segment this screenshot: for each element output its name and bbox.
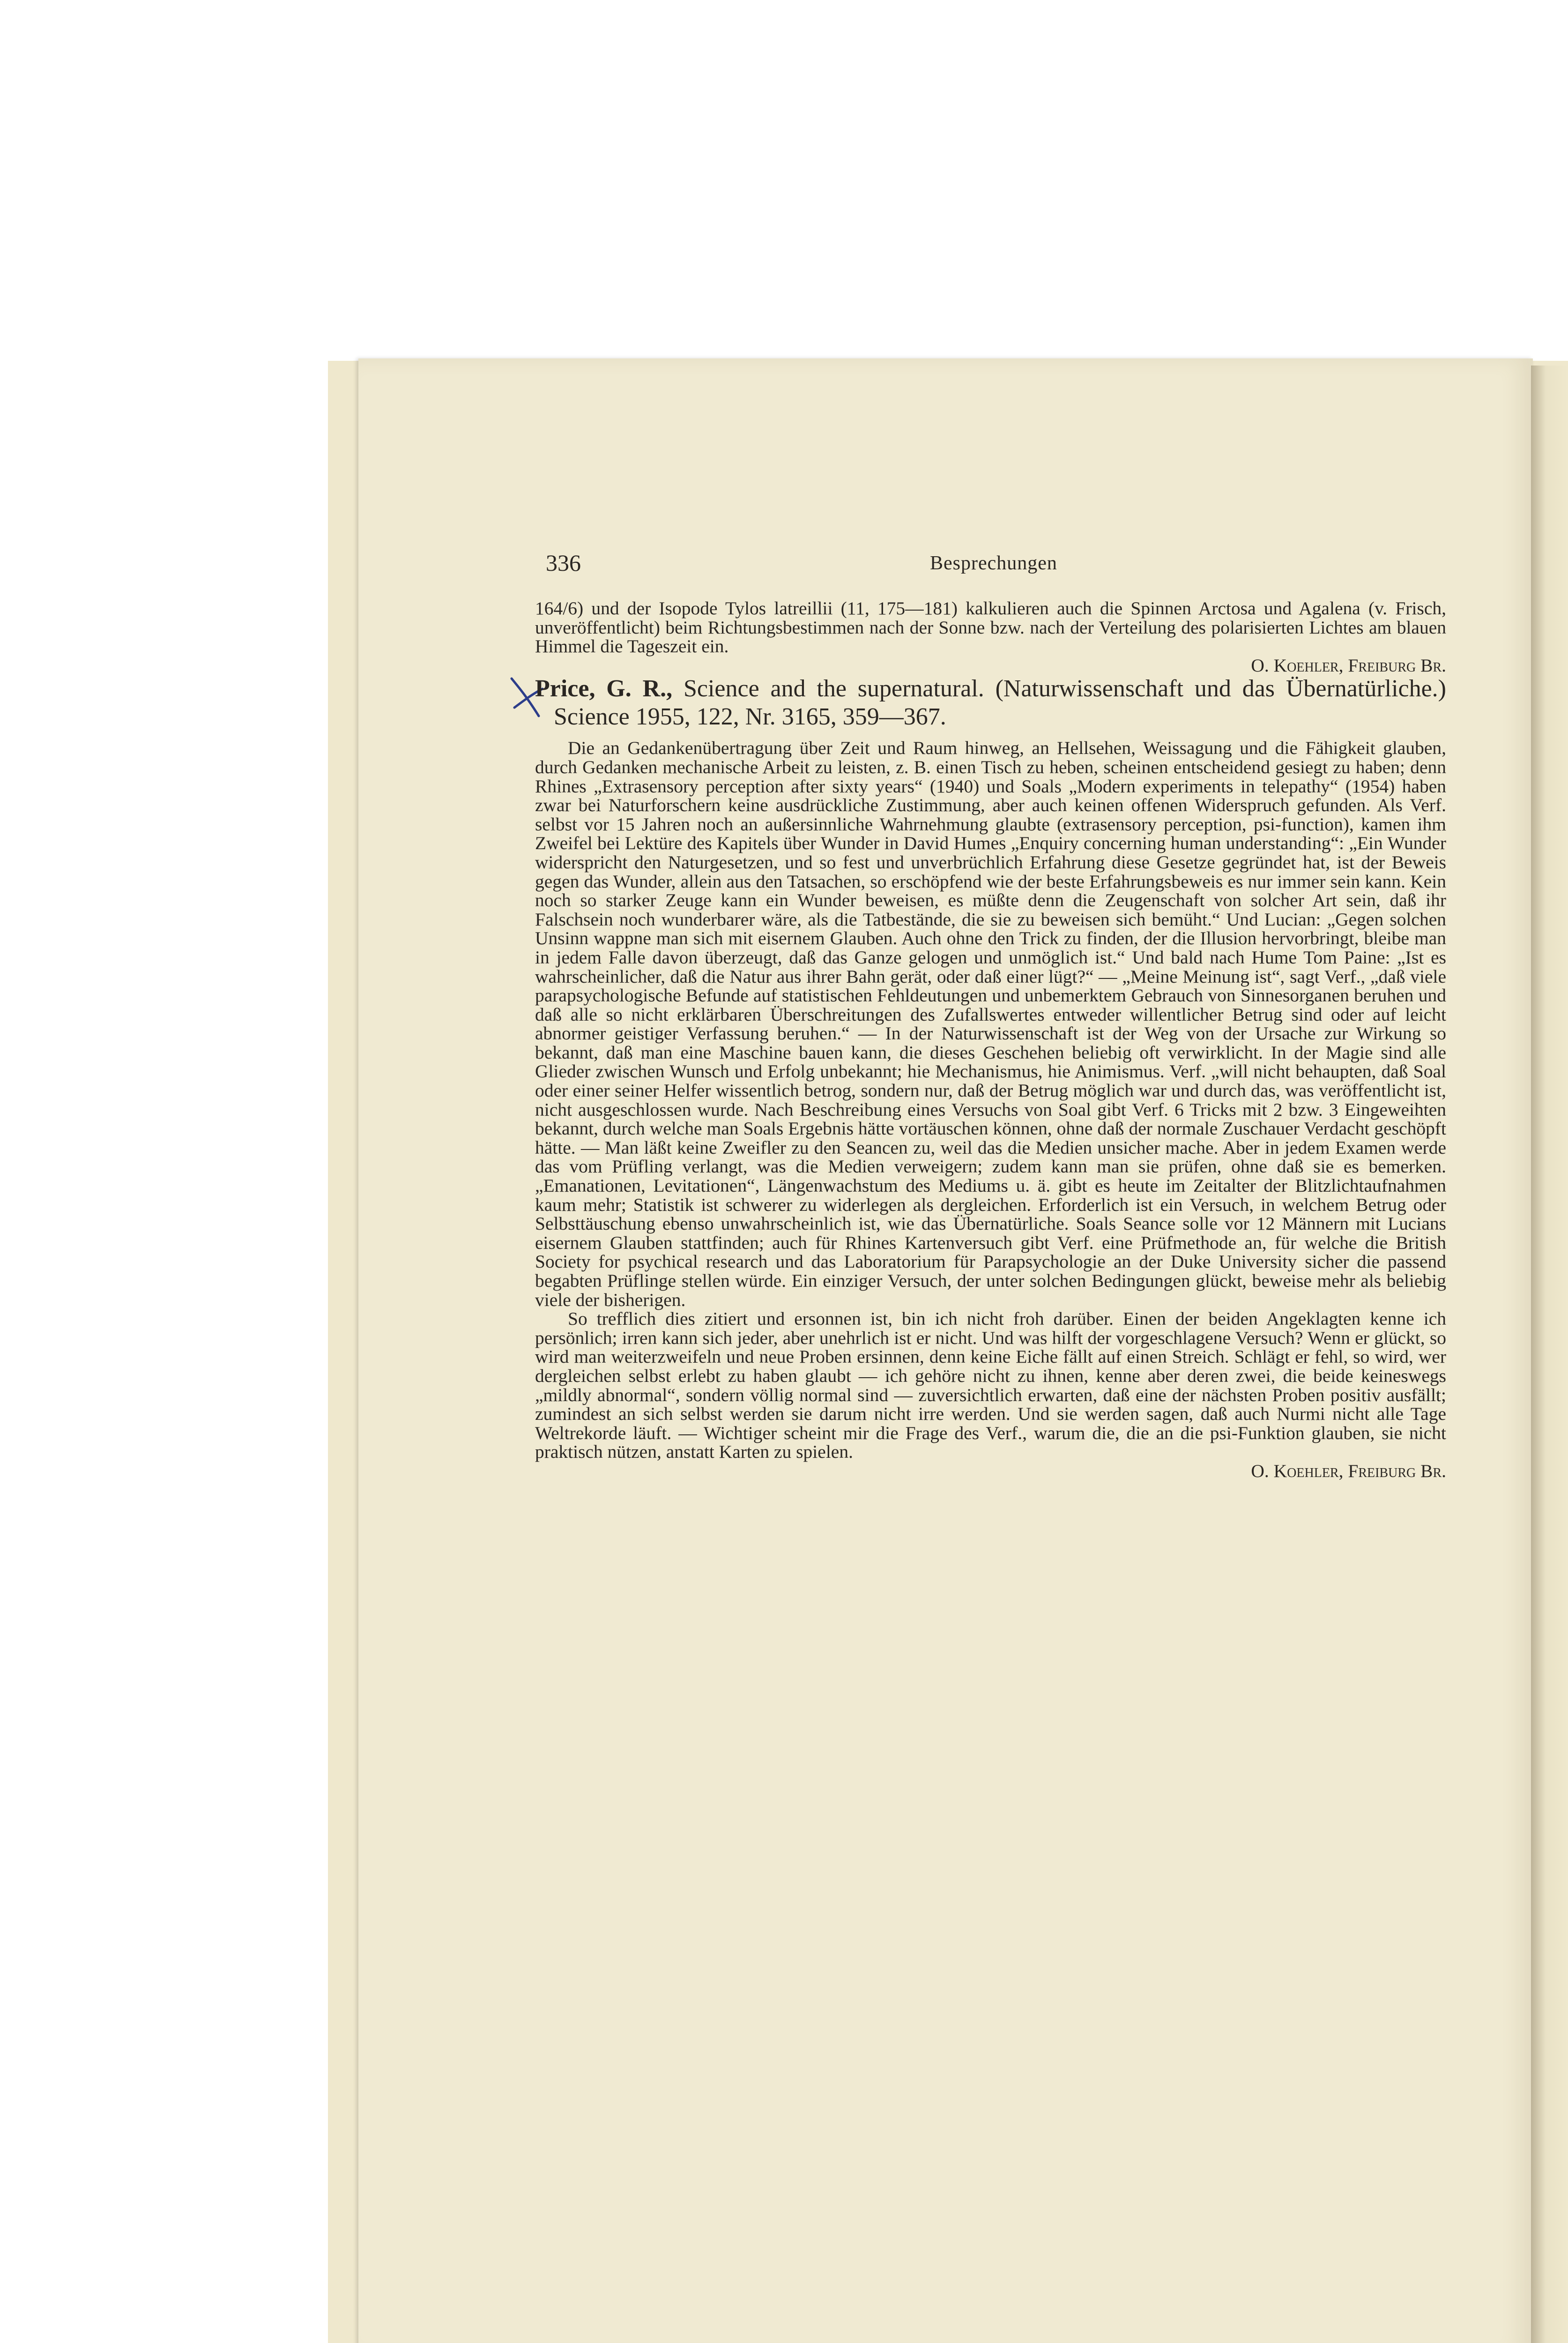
- previous-entry-signature: O. Koehler, Freiburg Br.: [1251, 655, 1446, 676]
- review-paragraph-2: So trefflich dies zitiert und ersonnen ist, bin ich nicht froh darüber. Einen der beiden Angeklagten kenne ich persönlich; irren kann sich jeder, aber unehrlich ist er nicht. Und was hilft der vorgeschlagene Versuch? Wenn er glückt, so wird man weiterzweifeln und neue Proben ersinnen, denn keine Eiche fällt auf einen Streich. Schlägt er fehl, so wird, wer dergleichen selbst erlebt zu haben glaubt — ich gehöre nicht zu ihnen, kenne aber deren zwei, die beide keineswegs „mildly abnormal“, sondern völlig normal sind — zuversichtlich erwarten, daß eine der nächsten Proben positiv ausfällt; zumindest an sich selbst werden sie darum nicht irre werden. Und sie werden sagen, daß auch Nurmi nicht alle Tage Weltrekorde läuft. — Wichtiger scheint mir die Frage des Verf., warum die, die an die psi-Funktion glauben, sie nicht praktisch nützen, anstatt Karten zu spielen.: [535, 1308, 1446, 1463]
- review-author: Price, G. R.,: [535, 675, 673, 702]
- review-heading: [535, 675, 1446, 731]
- previous-entry-text: 164/6) und der Isopode Tylos latreillii (11, 175—181) kalkulieren auch die Spinnen Arctosa und Agalena (v. Frisch, unveröffentlicht) beim Richtungsbestimmen nach der Sonne bzw. nach der Verteilung des polarisierten Lichtes am blauen Himmel die Tageszeit ein.: [535, 598, 1446, 657]
- review-paragraph-1: Die an Gedankenübertragung über Zeit und Raum hinweg, an Hellsehen, Weissagung und die Fähigkeit glauben, durch Gedanken mechanische Arbeit zu leisten, z. B. einen Tisch zu heben, scheinen entscheidend gesiegt zu haben; denn Rhines „Extrasensory perception after sixty years“ (1940) und Soals „Modern experiments in telepathy“ (1954) haben zwar bei Naturforschern keine ausdrückliche Zustimmung, aber auch keinen offenen Widerspruch gefunden. Als Verf. selbst vor 15 Jahren noch an außersinnliche Wahrnehmung glaubte (extrasensory perception, psi-function), kamen ihm Zweifel bei Lektüre des Kapitels über Wunder in David Humes „Enquiry concerning human understanding“: „Ein Wunder widerspricht den Naturgesetzen, und so fest und unverbrüchlich Erfahrung diese Gesetze gegründet hat, ist der Beweis gegen das Wunder, allein aus den Tatsachen, so erschöpfend wie der beste Erfahrungsbeweis es nur immer sein kann. Kein noch so starker Zeuge kann ein Wunder beweisen, es müßte denn die Zeugenschaft von solcher Art sein, daß ihr Falschsein noch wunderbarer wäre, als die Tatbestände, die sie zu beweisen sich bemüht.“ Und Lucian: „Gegen solchen Unsinn wappne man sich mit eisernem Glauben. Auch ohne den Trick zu finden, der die Illusion hervorbringt, bleibe man in jedem Falle davon überzeugt, daß das Ganze gelogen und unmöglich ist.“ Und bald nach Hume Tom Paine: „Ist es wahrscheinlicher, daß die Natur aus ihrer Bahn gerät, oder daß einer lügt?“ — „Meine Meinung ist“, sagt Verf., „daß viele parapsychologische Befunde auf statistischen Fehldeutungen und unbemerktem Gebrauch von Sinnesorganen beruhen und daß alle so nicht erklärbaren Überschreitungen des Zufallswertes entweder willentlicher Betrug sind oder auf leicht abnormer geistiger Verfassung beruhen.“ — In der Naturwissenschaft ist der Weg von der Ursache zur Wirkung so bekannt, daß man eine Maschine bauen kann, die dieses Geschehen beliebig oft verwirklicht. In der Magie sind alle Glieder zwischen Wunsch und Erfolg unbekannt; hie Mechanismus, hie Animismus. Verf. „will nicht behaupten, daß Soal oder einer seiner Helfer wissentlich betrog, sondern nur, daß der Betrug möglich war und durch das, was veröffentlicht ist, nicht ausgeschlossen wurde. Nach Beschreibung eines Versuchs von Soal gibt Verf. 6 Tricks mit 2 bzw. 3 Eingeweihten bekannt, durch welche man Soals Ergebnis hätte vortäuschen können, ohne daß der normale Zuschauer Verdacht geschöpft hätte. — Man läßt keine Zweifler zu den Seancen zu, weil das die Medien unsicher mache. Aber in jedem Examen werde das vom Prüfling verlangt, was die Medien verweigern; zudem kann man sie prüfen, ohne daß sie es bemerken. „Emanationen, Levitationen“, Längenwachstum des Mediums u. ä. gibt es heute im Zeitalter der Blitzlichtaufnahmen kaum mehr; Statistik ist schwerer zu widerlegen als dergleichen. Erforderlich ist ein Versuch, in welchem Betrug oder Selbsttäuschung ebenso unwahrscheinlich ist, wie das Übernatürliche. Soals Seance solle vor 12 Männern mit Lucians eisernem Glauben stattfinden; auch für Rhines Kartenversuch gibt Verf. eine Prüfmethode an, für welche die British Society for psychical research und das Laboratorium für Parapsychologie an der Duke University sicher die passend begabten Prüflinge stellen würde. Ein einziger Versuch, der unter solchen Bedingungen glückt, beweise mehr als beliebig viele der bisherigen.: [535, 738, 1446, 1310]
- page-number: 336: [546, 550, 581, 576]
- page-header: [546, 549, 1459, 582]
- running-head: Besprechungen: [930, 552, 1057, 574]
- review-signature: O. Koehler, Freiburg Br.: [1251, 1460, 1446, 1481]
- review-citation: Science and the supernatural. (Naturwissenschaft und das Übernatürliche.) Science 1955, 122, Nr. 3165, 359—367.: [554, 675, 1447, 731]
- book-gutter: [1531, 366, 1568, 2343]
- article-body: [535, 599, 1446, 1481]
